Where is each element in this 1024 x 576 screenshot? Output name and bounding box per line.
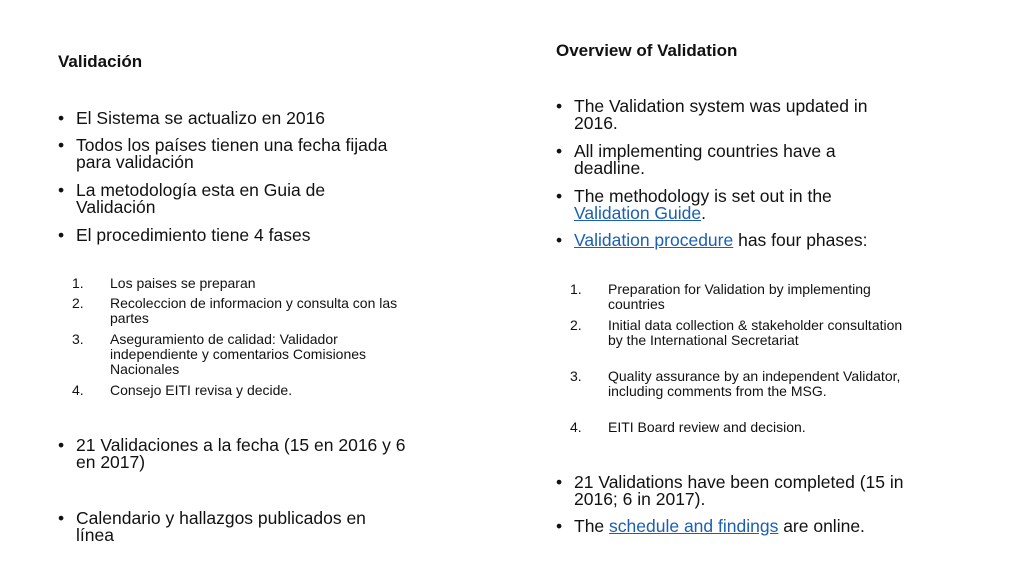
right-bullet-5: • 21 Validations have been completed (15 in 2016; 6 in 2017).: [556, 474, 904, 508]
step-text: Aseguramiento de calidad: Validador independiente y comentarios Comisiones Nacionales: [110, 331, 367, 377]
validation-procedure-link[interactable]: Validation procedure: [574, 230, 734, 250]
bullet-text: The: [574, 516, 610, 536]
left-step-1: [58, 276, 410, 291]
step-text: Preparation for Validation by implementing countries: [608, 281, 871, 312]
left-title: Validación: [58, 52, 143, 71]
step-number: 2.: [72, 295, 84, 311]
step-text: Consejo EITI revisa y decide.: [110, 382, 293, 398]
left-step-4: [58, 383, 410, 398]
right-step-2: [556, 318, 908, 348]
step-number: 2.: [570, 317, 582, 333]
bullet-text: .: [701, 203, 706, 223]
step-number: 4.: [72, 382, 84, 398]
bullet-text: The methodology is set out in the: [574, 186, 832, 206]
step-text: Initial data collection & stakeholder consultation by the International Secretariat: [608, 317, 903, 348]
step-text: Quality assurance by an independent Validator, including comments from the MSG.: [608, 368, 901, 399]
step-number: 3.: [72, 331, 84, 347]
validation-guide-link[interactable]: Validation Guide: [574, 203, 702, 223]
left-bullet-3: • La metodología esta en Guia de Validación: [58, 182, 376, 216]
left-step-3: [58, 332, 392, 377]
bullet-text: has four phases:: [733, 230, 868, 250]
step-number: 3.: [570, 368, 582, 384]
step-text: Recoleccion de informacion y consulta con las partes: [110, 295, 398, 326]
left-bullet-6: • Calendario y hallazgos publicados en línea: [58, 510, 396, 544]
left-step-2: [58, 296, 410, 326]
right-bullet-3: [556, 188, 874, 222]
right-bullet-1: • The Validation system was updated in 2016.: [556, 98, 894, 132]
right-bullet-6: [556, 518, 914, 535]
left-bullet-5: • 21 Validaciones a la fecha (15 en 2016 y 6 en 2017): [58, 437, 416, 471]
left-bullet-2: • Todos los países tienen una fecha fijada para validación: [58, 137, 416, 171]
step-number: 4.: [570, 419, 582, 435]
bullet-text: are online.: [778, 516, 865, 536]
right-step-4: [556, 420, 908, 435]
step-number: 1.: [570, 281, 582, 297]
schedule-and-findings-link[interactable]: schedule and findings: [609, 516, 779, 536]
left-bullet-4: • El procedimiento tiene 4 fases: [58, 227, 416, 244]
step-number: 1.: [72, 275, 84, 291]
left-bullet-1: • El Sistema se actualizo en 2016: [58, 110, 416, 127]
right-bullet-2: • All implementing countries have a deadline.: [556, 143, 874, 177]
right-step-3: [556, 369, 908, 399]
right-step-1: [556, 282, 878, 312]
step-text: Los paises se preparan: [110, 275, 256, 291]
step-text: EITI Board review and decision.: [608, 419, 806, 435]
right-bullet-4: [556, 232, 914, 249]
right-title: Overview of Validation: [556, 41, 738, 60]
